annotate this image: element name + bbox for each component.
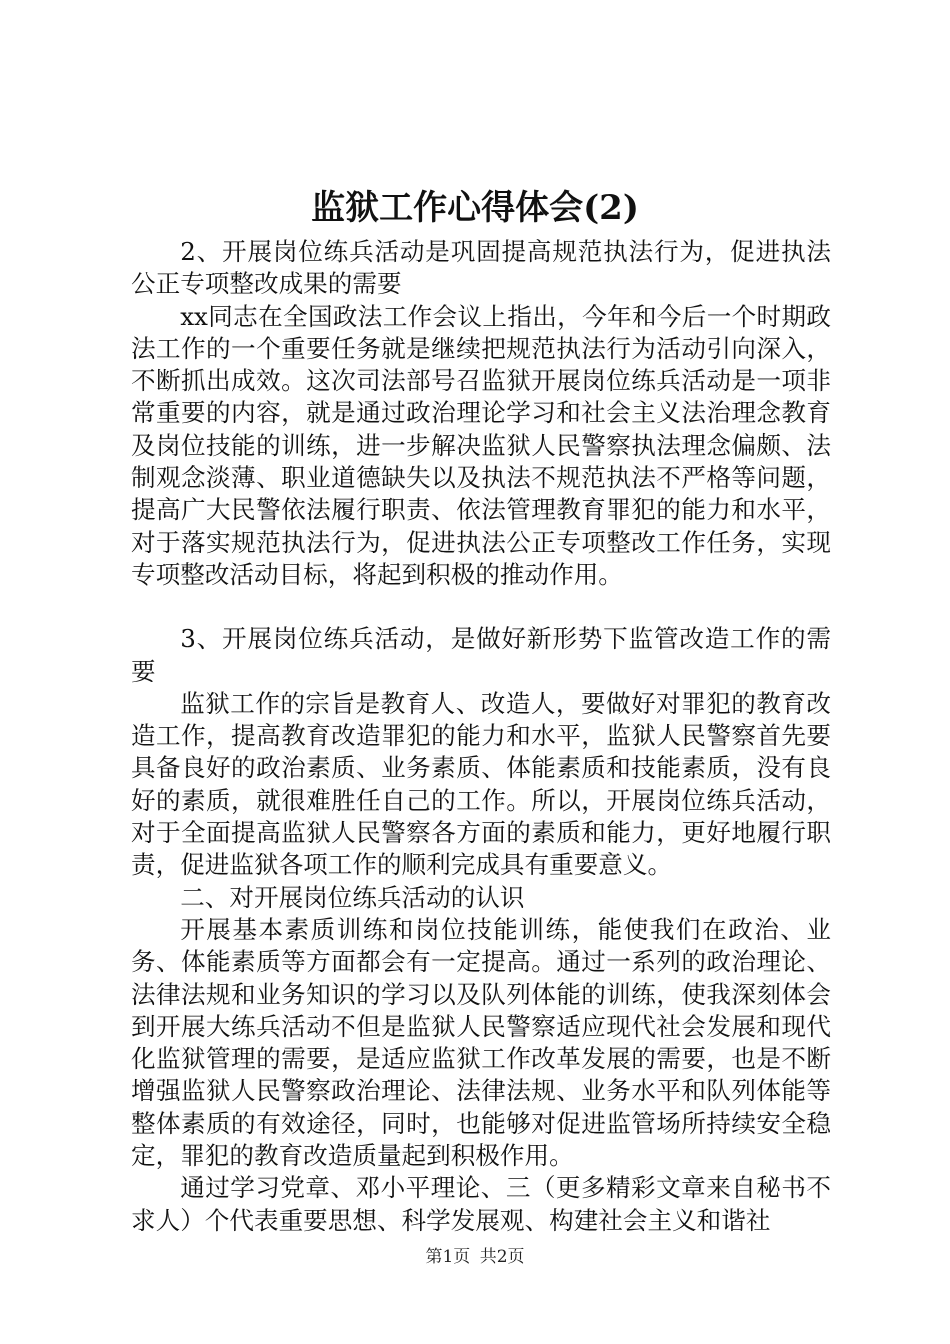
paragraph: 监狱工作的宗旨是教育人、改造人，要做好对罪犯的教育改造工作，提高教育改造罪犯的能力和水平，监狱人民警察首先要具备良好的政治素质、业务素质、体能素质和技能素质，没有良好的素质，就很难胜任自己的工作。所以，开展岗位练兵活动，对于全面提高监狱人民警察各方面的素质和能力，更好地履行职责，促进监狱各项工作的顺利完成具有重要意义。: [131, 688, 831, 880]
paragraph-heading-3: 3、开展岗位练兵活动，是做好新形势下监管改造工作的需要: [131, 624, 831, 686]
paragraph-heading-2: 2、开展岗位练兵活动是巩固提高规范执法行为，促进执法公正专项整改成果的需要: [131, 237, 831, 299]
paragraph: 通过学习党章、邓小平理论、三（更多精彩文章来自秘书不求人）个代表重要思想、科学发展观、构建社会主义和谐社: [131, 1173, 831, 1235]
paragraph: 开展基本素质训练和岗位技能训练，能使我们在政治、业务、体能素质等方面都会有一定提高。通过一系列的政治理论、法律法规和业务知识的学习以及队列体能的训练，使我深刻体会到开展大练兵活动不但是监狱人民警察适应现代社会发展和现代化监狱管理的需要，是适应监狱工作改革发展的需要，也是不断增强监狱人民警察政治理论、法律法规、业务水平和队列体能等整体素质的有效途径，同时，也能够对促进监管场所持续安全稳定，罪犯的教育改造质量起到积极作用。: [131, 914, 831, 1171]
page-total: 共2页: [479, 1247, 525, 1267]
section-heading: 二、对开展岗位练兵活动的认识: [180, 882, 525, 912]
document-title: 监狱工作心得体会(2): [311, 188, 639, 228]
page-footer: [0, 1242, 950, 1267]
paragraph: xx同志在全国政法工作会议上指出，今年和今后一个时期政法工作的一个重要任务就是继续把规范执法行为活动引向深入，不断抓出成效。这次司法部号召监狱开展岗位练兵活动是一项非常重要的内容，就是通过政治理论学习和社会主义法治理念教育及岗位技能的训练，进一步解决监狱人民警察执法理念偏颇、法制观念淡薄、职业道德缺失以及执法不规范执法不严格等问题，提高广大民警依法履行职责、依法管理教育罪犯的能力和水平，对于落实规范执法行为，促进执法公正专项整改工作任务，实现专项整改活动目标，将起到积极的推动作用。: [131, 301, 831, 589]
document-body: [131, 236, 831, 1237]
page-number: 第1页: [425, 1247, 471, 1267]
